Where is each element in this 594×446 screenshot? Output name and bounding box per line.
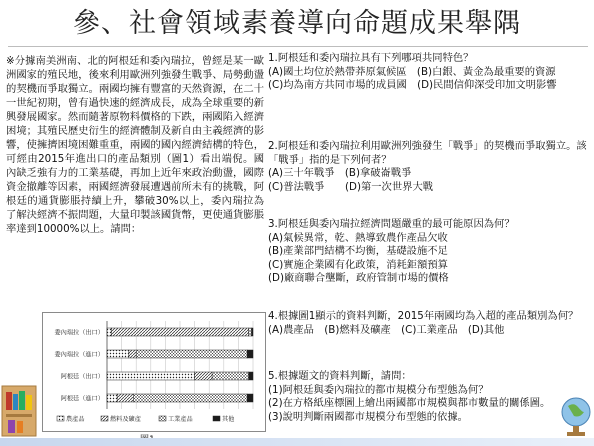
question-option: (C)均為南方共同市場的成員國 (D)民間信仰深受印加文明影響: [268, 79, 557, 92]
bar-segment: [107, 394, 117, 402]
bar-segment: [136, 350, 247, 358]
question-stem: 5.根據題文的資料判斷，請問：: [268, 370, 412, 382]
category-label: 阿根廷（出口）: [60, 373, 104, 381]
bar-segment: [212, 372, 249, 380]
question-option: (D)廠商聯合壟斷，政府管制市場的價格: [268, 272, 449, 285]
question-4: [268, 310, 590, 337]
question-option: (C)普法戰爭 (D)第一次世界大戰: [268, 180, 434, 193]
question-option: (1)阿根廷與委內瑞拉的都市規模分布型態為何？: [268, 383, 489, 396]
bar-segment: [111, 328, 248, 336]
globe-decoration: [556, 372, 594, 446]
question-1: [268, 52, 590, 93]
bar-segment: [133, 394, 247, 402]
legend-label: 其他: [222, 416, 235, 423]
bar-segment: [195, 372, 213, 380]
category-label: 委內瑞拉（進口）: [54, 351, 104, 359]
reading-passage: [6, 54, 264, 236]
question-stem: 3.阿根廷與委內瑞拉經濟問題嚴重的最可能原因為何？: [268, 218, 515, 230]
question-option: (2)在方格紙座標圖上繪出兩國都市規模與都市數量的關係圖。: [268, 397, 551, 410]
bar-segment: [252, 328, 253, 336]
bar-segment: [107, 328, 111, 336]
category-label: 委內瑞拉（出口）: [54, 329, 104, 337]
bar-segment: [249, 328, 252, 336]
bar-segment: [247, 394, 253, 402]
chart-legend: [57, 415, 234, 423]
question-option: (A)三十年戰爭 (B)拿破崙戰爭: [268, 167, 412, 180]
question-option: (3)說明判斷兩國都市規模分布型態的依據。: [268, 410, 468, 423]
question-option: (A)農產品 (B)燃料及礦產 (C)工業產品 (D)其他: [268, 323, 505, 336]
legend-label: 農產品: [66, 416, 85, 423]
footer-bar: [0, 438, 594, 446]
question-5: [268, 370, 590, 424]
export-import-chart: [42, 312, 266, 432]
chart-svg: [43, 313, 265, 431]
question-option: (A)氣候異常，乾、熱導致農作產品欠收: [268, 231, 448, 244]
category-label: 阿根廷（進口）: [60, 395, 104, 403]
title-divider: [8, 46, 588, 47]
question-stem: 2.阿根廷和委內瑞拉利用歐洲列強發生「戰爭」的契機而爭取獨立。該「戰爭」指的是下列何者？: [268, 140, 587, 166]
legend-swatch: [159, 416, 166, 421]
bookshelf-decoration: [0, 372, 40, 446]
bar-segment: [107, 350, 129, 358]
legend-label: 工業產品: [168, 416, 193, 423]
bar-segment: [129, 350, 136, 358]
question-3: [268, 218, 590, 286]
passage-text: 分據南美洲南、北的阿根廷和委內瑞拉，曾經是某一歐洲國家的殖民地，後來利用歐洲列強發生戰爭、局勢動盪的契機而爭取獨立。兩國均擁有豐富的天然資源，在二十一世紀初期，曾有過快速的經濟成長，成為全球重要的新興發展國家。然而隨著原物料價格的下跌，兩國陷入經濟困境；其殖民歷史衍生的經濟體制及新自由主義經濟的影響，使擁擠困境困難重重，兩國的國內經濟結構的特色，可經由2015年進出口的產品類別（圖1）看出端倪。國內缺乏強有力的工業基礎，再加上近年來政治動盪，國際資金撤離等因素，兩國經濟發展遭遇前所未有的挑戰，阿根廷的通貨膨脹持續上升，攀破30%以上，委內瑞拉為了解決經濟不振問題，大量印製該國貨幣，更使通貨膨脹率達到10000%以上。請問：: [6, 55, 264, 235]
question-option: (A)國土均位於熱帶莽原氣候區 (B)白銀、黃金為最重要的資源: [268, 65, 556, 78]
question-option: (C)實施企業國有化政策，消耗鉅額預算: [268, 258, 448, 271]
bar-segment: [117, 394, 133, 402]
question-stem: 1.阿根廷和委內瑞拉具有下列哪項共同特色？: [268, 52, 474, 64]
question-option: (B)產業部門結構不均衡，基礎設施不足: [268, 245, 448, 258]
question-2: [268, 140, 590, 194]
bar-segment: [107, 372, 195, 380]
bar-segment: [249, 372, 253, 380]
slide-title: 參、社會領域素養導向命題成果舉隅: [73, 8, 521, 39]
bar-segment: [247, 350, 253, 358]
legend-swatch: [57, 416, 64, 421]
legend-swatch: [213, 416, 220, 421]
category-labels: [55, 329, 105, 403]
legend-label: 燃料及礦產: [110, 416, 141, 423]
reference-mark: ※: [6, 55, 15, 67]
legend-swatch: [101, 416, 108, 421]
question-stem: 4.根據圖1顯示的資料判斷，2015年兩國均為入超的產品類別為何？: [268, 310, 579, 322]
